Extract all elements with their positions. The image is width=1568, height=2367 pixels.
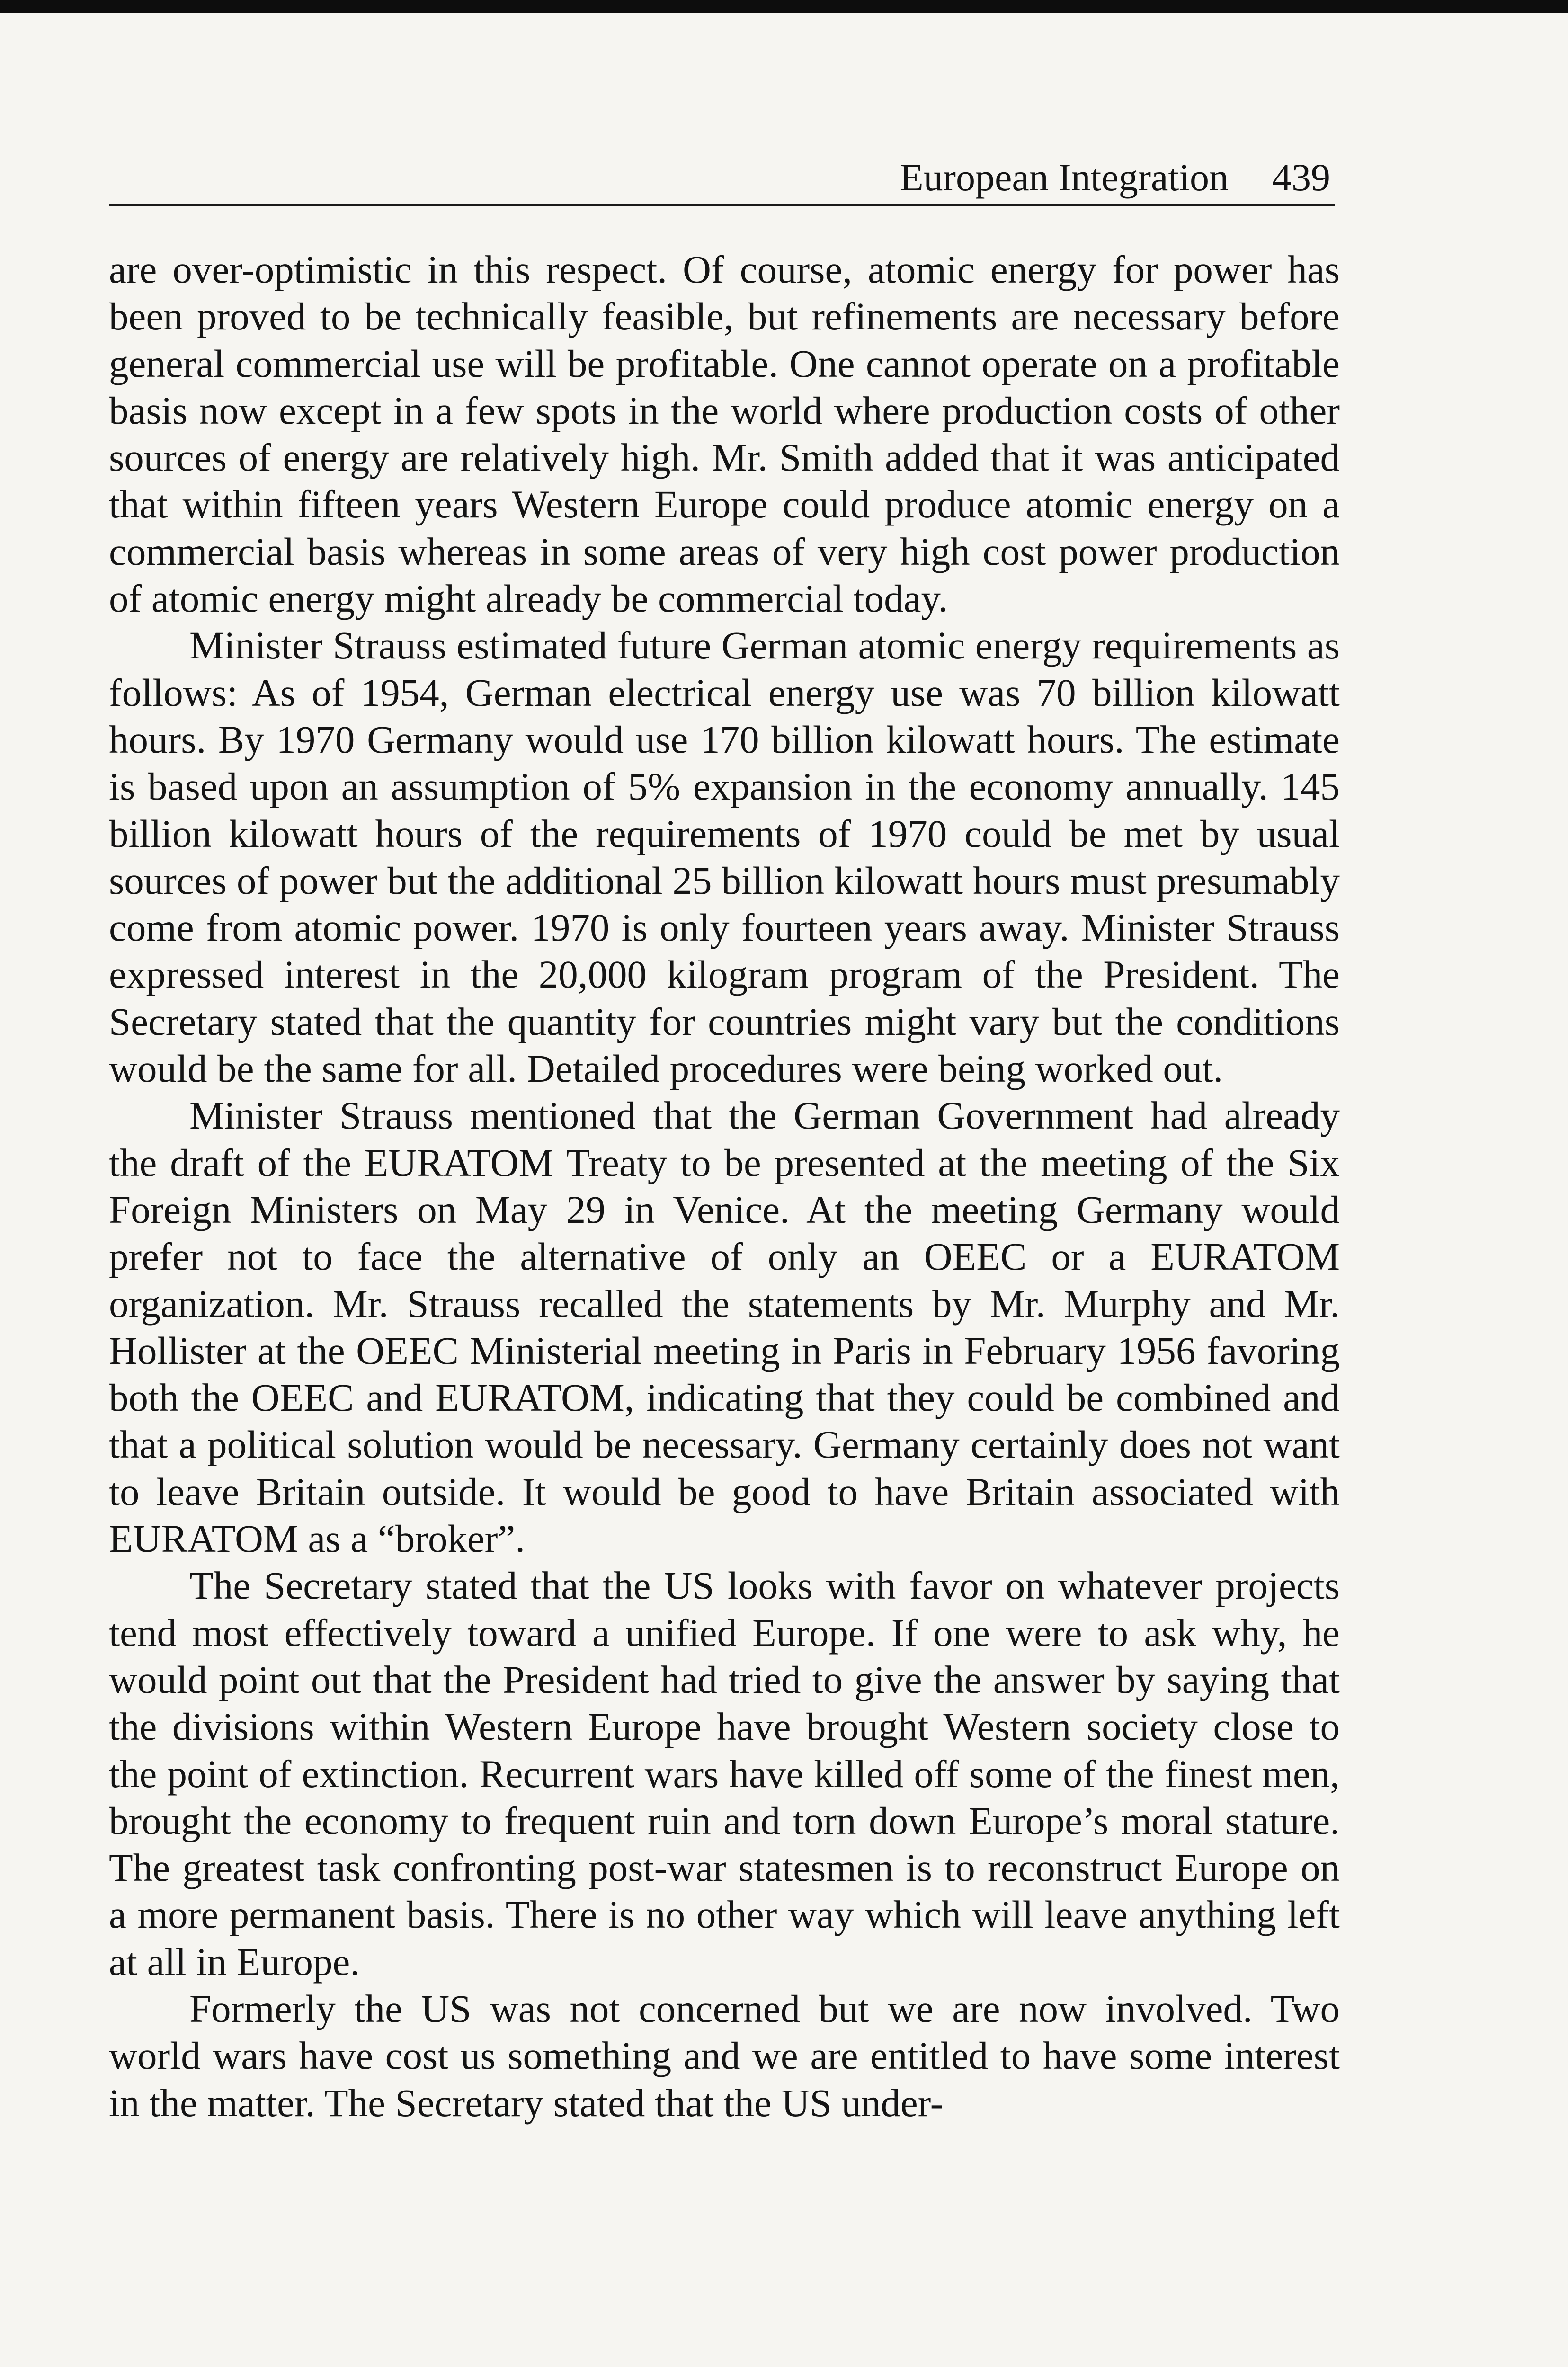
paragraph-2: Minister Strauss estimated future German atomic energy requirements as follows: As of 1954, German electrical energy use was 70 billion kilowatt hours. By 1970 Germany would use 170 billion kilowatt hours. The estimate is based upon an assumption of 5% expansion in the economy annually. 145 billion kilowatt hours of the requirements of 1970 could be met by usual sources of power but the additional 25 billion kilowatt hours must presumably come from atomic power. 1970 is only fourteen years away. Minister Strauss expressed interest in the 20,000 kilogram program of the President. The Secretary stated that the quantity for countries might vary but the conditions would be the same for all. Detailed procedures were being worked out.	[109, 623, 1340, 1091]
paragraph-3: Minister Strauss mentioned that the German Government had already the draft of the EURATOM Treaty to be presented at the meeting of the Six Foreign Ministers on May 29 in Venice. At the meeting Germany would prefer not to face the alternative of only an OEEC or a EURATOM organization. Mr. Strauss recalled the statements by Mr. Murphy and Mr. Hollister at the OEEC Ministerial meeting in Paris in February 1956 favoring both the OEEC and EURATOM, indicating that they could be combined and that a political solution would be necessary. Germany certainly does not want to leave Britain outside. It would be good to have Britain associated with EURATOM as a “broker”.	[109, 1094, 1340, 1561]
body-text	[109, 246, 1340, 2127]
paragraph-5: Formerly the US was not concerned but we are now involved. Two world wars have cost us something and we are entitled to have some interest in the matter. The Secretary stated that the US under-	[109, 1986, 1340, 2125]
page-header	[109, 142, 1335, 206]
page-number: 439	[1272, 156, 1330, 199]
paragraph-4: The Secretary stated that the US looks with favor on whatever projects tend most effectively toward a unified Europe. If one were to ask why, he would point out that the President had tried to give the answer by saying that the divisions within Western Europe have brought Western society close to the point of extinction. Recurrent wars have killed off some of the finest men, brought the economy to frequent ruin and torn down Europe’s moral stature. The greatest task confronting post-war statesmen is to reconstruct Europe on a more permanent basis. There is no other way which will leave anything left at all in Europe.	[109, 1564, 1340, 1984]
running-title: European Integration	[900, 156, 1229, 199]
paragraph-1: are over-optimistic in this respect. Of course, atomic energy for power has been proved to be technically feasible, but refinements are necessary before general commercial use will be profitable. One cannot operate on a profitable basis now except in a few spots in the world where production costs of other sources of energy are relatively high. Mr. Smith added that it was anticipated that within fifteen years Western Europe could produce atomic energy on a commercial basis whereas in some areas of very high cost power production of atomic energy might already be commercial today.	[109, 248, 1340, 621]
scan-top-edge	[0, 0, 1568, 13]
